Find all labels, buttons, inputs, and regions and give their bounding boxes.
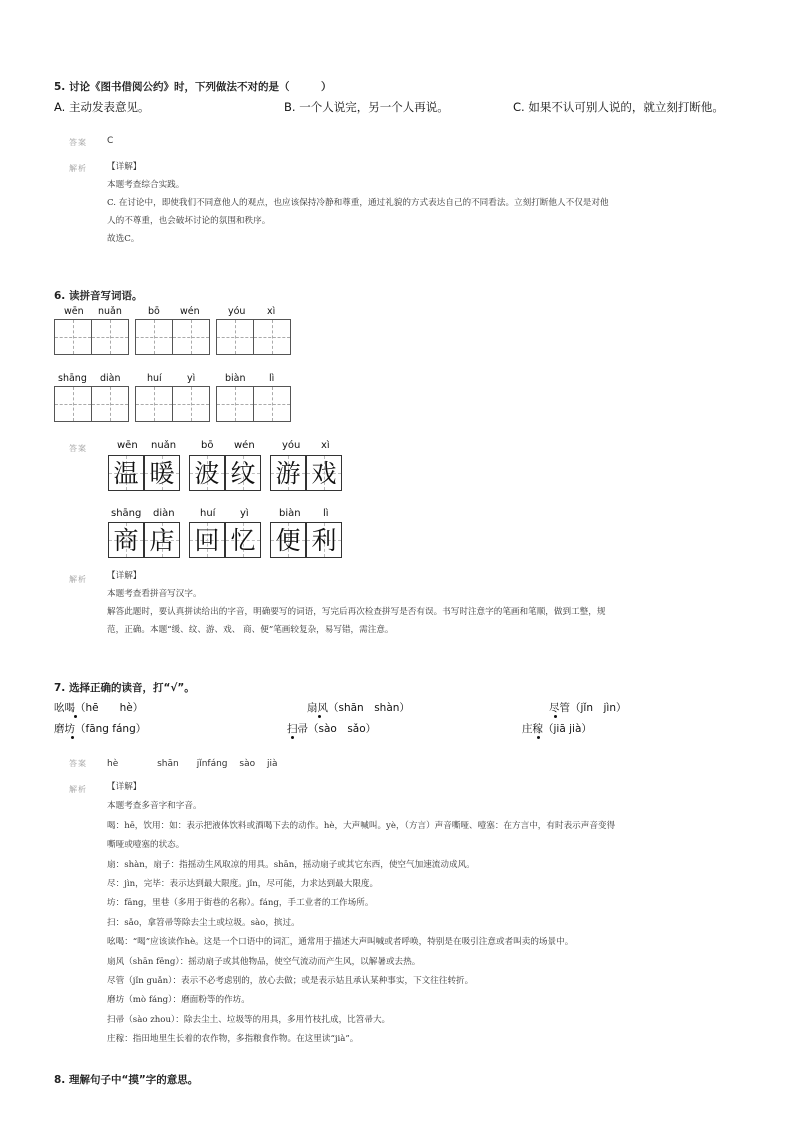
pinyin: huí [147, 373, 162, 384]
pinyin: shāng [58, 373, 87, 384]
writing-box[interactable] [135, 319, 173, 355]
emphasis-dot [554, 715, 557, 718]
answer-char-box [225, 522, 261, 558]
analysis-line: 扫帚（sào zhou）：除去尘土、垃圾等的用具，多用竹枝扎成，比笤帚大。 [107, 1014, 391, 1025]
pinyin: bō [148, 306, 160, 317]
q5-option-b: B. 一个人说完，另一个人再说。 [284, 100, 449, 114]
q6-analysis-label: 解析 [69, 575, 87, 584]
emphasis-dot [291, 736, 294, 739]
answer-pinyin: biàn [279, 508, 301, 519]
answer-pinyin: diàn [153, 508, 175, 519]
writing-box[interactable] [253, 386, 291, 422]
q5-analysis-label: 解析 [69, 164, 87, 173]
answer-char-box [270, 455, 306, 491]
q5-answer: C [107, 136, 114, 146]
analysis-line: 尽：jìn，完毕：表示达到最大限度。jǐn，尽可能，力求达到最大限度。 [107, 879, 379, 890]
pinyin: xì [267, 306, 276, 317]
answer-char: 便 [275, 526, 301, 555]
q5-analysis [107, 158, 609, 248]
answer-pinyin: yóu [282, 440, 301, 451]
answer-char: 温 [113, 459, 139, 488]
answer-char: 商 [113, 526, 139, 555]
writing-box[interactable] [91, 319, 129, 355]
writing-box[interactable] [172, 319, 210, 355]
writing-box[interactable] [253, 319, 291, 355]
answer-char: 回 [194, 526, 220, 555]
writing-box[interactable] [54, 386, 92, 422]
emphasis-dot [71, 736, 74, 739]
answer-char-box [306, 455, 342, 491]
answer-pinyin: shāng [111, 508, 142, 519]
analysis-line: 本题考查看拼音写汉字。 [107, 589, 202, 599]
q6-answer-label: 答案 [69, 444, 87, 453]
q5-option-a: A. 主动发表意见。 [54, 100, 150, 114]
analysis-line: 本题考查综合实践。 [107, 180, 185, 190]
q5-option-c: C. 如果不认可别人说的，就立刻打断他。 [513, 100, 724, 114]
reading: （fāng fáng） [75, 723, 147, 735]
answer-char: 波 [194, 459, 220, 488]
answer-char: 利 [311, 526, 337, 555]
answer-pinyin: huí [200, 508, 216, 519]
analysis-line: C. 在讨论中，即使我们不同意他人的观点，也应该保持冷静和尊重，通过礼貌的方式表达自己的不同看法。立刻打断他人不仅是对他 [107, 198, 609, 208]
answer-char: 忆 [230, 526, 256, 555]
answer-char-box [306, 522, 342, 558]
pinyin: yóu [228, 306, 246, 317]
answer-char-box [144, 455, 180, 491]
analysis-line: 解答此题时，要认真拼读给出的字音，明确要写的词语，写完后再次检查拼写是否有误。书写时注意字的笔画和笔顺，做到工整，规 [107, 607, 606, 617]
analysis-line: 【详解】 [107, 571, 142, 581]
reading: （jǐn jìn） [570, 702, 627, 714]
writing-box[interactable] [54, 319, 92, 355]
analysis-line: 故选C。 [107, 234, 140, 244]
q7-title: 7. 选择正确的读音，打“√”。 [54, 682, 195, 694]
analysis-line: 坊：fāng，里巷（多用于街巷的名称）。fáng，手工业者的工作场所。 [107, 898, 374, 909]
word: 庄稼 [522, 723, 543, 735]
analysis-line: 尽管（jǐn guǎn）：表示不必考虑别的，放心去做；或是表示姑且承认某种事实，下文往往转折。 [107, 976, 474, 987]
answer-char: 纹 [230, 459, 256, 488]
writing-box[interactable] [91, 386, 129, 422]
q7-item-saozhou [287, 721, 376, 736]
reading: （hē hè） [75, 702, 144, 714]
q7-item-zhuangjia [522, 721, 592, 736]
writing-box[interactable] [216, 319, 254, 355]
q7-analysis [107, 778, 615, 1050]
answer-pinyin: wēn [117, 440, 138, 451]
q5-answer-label: 答案 [69, 138, 87, 147]
answer-pinyin: xì [321, 440, 330, 451]
reading: （jiā jià） [543, 723, 592, 735]
answer-char: 暖 [149, 459, 175, 488]
q7-item-mofang [54, 721, 146, 736]
q7-item-jinguan [549, 700, 626, 715]
q8-title: 8. 理解句子中“摸”字的意思。 [54, 1074, 199, 1086]
analysis-line: 扇风（shān fēng）：摇动扇子或其他物品，使空气流动而产生风，以解暑或去热。 [107, 956, 421, 967]
analysis-line: 范，正确。本题“缓、纹、游、戏、 商、便”笔画较复杂，易写错，需注意。 [107, 625, 394, 635]
answer-char-box [108, 455, 144, 491]
analysis-line: 扫：sǎo，拿笤帚等除去尘土或垃圾。sào，摈过。 [107, 917, 300, 928]
writing-box[interactable] [216, 386, 254, 422]
answer-char-box [189, 522, 225, 558]
answer-pinyin: nuǎn [151, 440, 177, 451]
pinyin: diàn [100, 373, 121, 384]
writing-box[interactable] [135, 386, 173, 422]
analysis-line: 【详解】 [107, 782, 142, 792]
answer-char-box [270, 522, 306, 558]
pinyin: nuǎn [98, 306, 122, 317]
word: 尽管 [549, 702, 570, 714]
answer-pinyin: bō [201, 440, 214, 451]
q7-item-shanfeng [307, 700, 410, 715]
pinyin: yì [187, 373, 196, 384]
analysis-line: 喝：hē，饮用：如：表示把液体饮料或酒喝下去的动作。hè，大声喊叫。yè，（方言）声音嘶哑、噎塞：在方言中，有时表示声音变得 [107, 820, 616, 831]
answer-char-box [225, 455, 261, 491]
analysis-line: 磨坊（mò fáng）：磨面粉等的作坊。 [107, 995, 250, 1006]
analysis-line: 庄稼：指田地里生长着的农作物，多指粮食作物。在这里读“jià”。 [107, 1034, 359, 1045]
emphasis-dot [318, 715, 321, 718]
q7-answer: hè shān jǐnfáng sào jià [107, 759, 278, 769]
answer-char: 店 [149, 526, 175, 555]
pinyin: wén [180, 306, 200, 317]
analysis-line: 扇：shàn，扇子：指摇动生风取凉的用具。shān，摇动扇子或其它东西，使空气加速流动成风。 [107, 859, 475, 870]
analysis-line: 嘶哑或噎塞的状态。 [107, 840, 185, 851]
analysis-line: 吆喝：“喝”应该读作hè。这是一个口语中的词汇，通常用于描述大声叫喊或者呼唤，特别是在吸引注意或者叫卖的场景中。 [107, 937, 574, 948]
analysis-line: 【详解】 [107, 162, 142, 172]
q7-answer-label: 答案 [69, 759, 87, 768]
answer-char: 游 [275, 459, 301, 488]
answer-pinyin: lì [323, 508, 329, 519]
pinyin: wēn [64, 306, 84, 317]
q5-title: 5. 讨论《图书借阅公约》时，下列做法不对的是（ ） [54, 81, 332, 93]
reading: （shān shàn） [328, 702, 410, 714]
analysis-line: 本题考查多音字和字音。 [107, 801, 202, 812]
q7-analysis-label: 解析 [69, 785, 87, 794]
analysis-line: 人的不尊重，也会破坏讨论的氛围和秩序。 [107, 216, 271, 226]
q7-item-yaohe [54, 700, 143, 715]
answer-pinyin: yì [240, 508, 249, 519]
answer-char: 戏 [311, 459, 337, 488]
answer-char-box [144, 522, 180, 558]
reading: （sào sǎo） [308, 723, 377, 735]
q6-title: 6. 读拼音写词语。 [54, 290, 143, 302]
word: 扇风 [307, 702, 328, 714]
q6-analysis [107, 567, 605, 639]
word: 扫帚 [287, 723, 308, 735]
pinyin: biàn [225, 373, 246, 384]
answer-pinyin: wén [234, 440, 255, 451]
emphasis-dot [74, 715, 77, 718]
answer-char-box [108, 522, 144, 558]
emphasis-dot [537, 736, 540, 739]
word: 磨坊 [54, 723, 75, 735]
pinyin: lì [269, 373, 275, 384]
answer-char-box [189, 455, 225, 491]
word: 吆喝 [54, 702, 75, 714]
writing-box[interactable] [172, 386, 210, 422]
